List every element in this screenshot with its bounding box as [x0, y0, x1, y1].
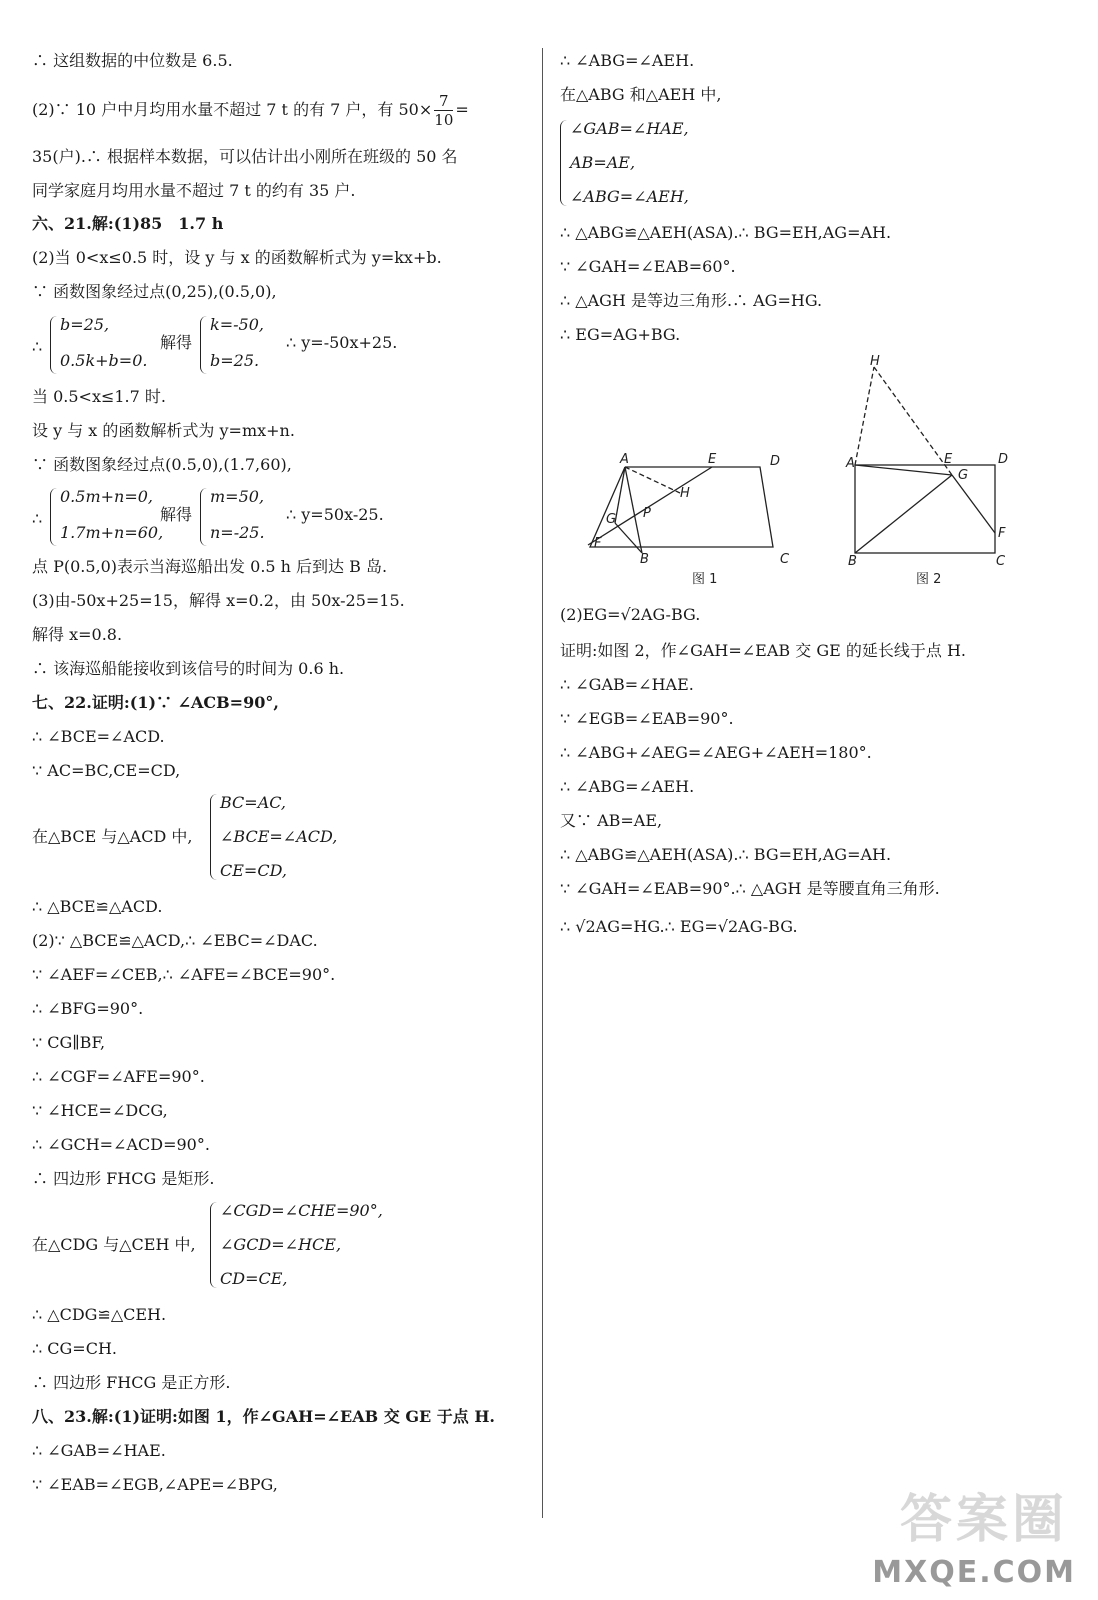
text-line: ∴ △AGH 是等边三角形.∴ AG=HG.: [560, 291, 823, 310]
text-line: 35(户).∴ 根据样本数据，可以估计出小刚所在班级的 50 名: [32, 147, 458, 166]
text-line: ∵ ∠EGB=∠EAB=90°.: [560, 709, 734, 728]
text-line: ∴ 四边形 FHCG 是矩形.: [32, 1169, 215, 1188]
text-line: ∵ 函数图象经过点(0.5,0),(1.7,60),: [32, 455, 292, 474]
fig1-segment-AG: [615, 467, 625, 523]
text-line: ∴ △BCE≌△ACD.: [32, 897, 163, 916]
text-line: ∵ 函数图象经过点(0,25),(0.5,0),: [32, 282, 277, 301]
text-segment: ∴ y=50x-25.: [286, 505, 384, 524]
text-line: 当 0.5<x≤1.7 时.: [32, 387, 166, 406]
fig2-rectangle: [855, 465, 995, 553]
text-line: 点 P(0.5,0)表示当海巡船出发 0.5 h 后到达 B 岛.: [32, 557, 388, 576]
section-heading: 八、23.解:(1)证明:如图 1，作∠GAH=∠EAB 交 GE 于点 H.: [32, 1407, 496, 1426]
equation: b=25.: [210, 351, 260, 370]
fraction-numerator: 7: [434, 92, 453, 111]
section-heading: 六、21.解:(1)85 1.7 h: [32, 214, 224, 233]
equation: ∠GCD=∠HCE,: [220, 1235, 342, 1254]
therefore-symbol: ∴: [32, 337, 43, 356]
point-label: B: [848, 554, 857, 569]
text-line: ∵ AC=BC,CE=CD,: [32, 761, 181, 780]
text-segment: 在△CDG 与△CEH 中,: [32, 1235, 196, 1254]
equation-system: [32, 790, 512, 886]
point-label: B: [640, 552, 649, 567]
equation: n=-25.: [210, 523, 265, 542]
fig1-segment-AH: [625, 467, 680, 493]
text-line: ∴ EG=AG+BG.: [560, 325, 681, 344]
text-line: (3)由-50x+25=15，解得 x=0.2，由 50x-25=15.: [32, 591, 405, 610]
text-line: ∴ ∠CGF=∠AFE=90°.: [32, 1067, 205, 1086]
text-line: ∴ 这组数据的中位数是 6.5.: [32, 51, 233, 70]
text-line: ∴ ∠BFG=90°.: [32, 999, 144, 1018]
point-label: D: [770, 454, 781, 469]
point-label: D: [998, 452, 1009, 467]
text-line: ∴ △CDG≌△CEH.: [32, 1305, 167, 1324]
point-label: F: [998, 526, 1006, 541]
point-label: C: [780, 552, 790, 567]
text-line: (2)当 0<x≤0.5 时，设 y 与 x 的函数解析式为 y=kx+b.: [32, 248, 442, 267]
therefore-symbol: ∴: [32, 509, 43, 528]
text-line: ∴ √2AG=HG.∴ EG=√2AG-BG.: [560, 917, 798, 936]
geometry-figures: [580, 355, 1020, 595]
equation: m=50,: [210, 487, 265, 506]
point-label: G: [958, 468, 969, 483]
text-line: 解得 x=0.8.: [32, 625, 123, 644]
text-line: 同学家庭月均用水量不超过 7 t 的约有 35 户.: [32, 181, 356, 200]
fig1-segment-GB: [615, 523, 642, 553]
fig2-segment-BG: [855, 475, 952, 553]
watermark-site: MXQE.COM: [872, 1555, 1076, 1590]
text-line: ∴ △ABG≌△AEH(ASA).∴ BG=EH,AG=AH.: [560, 845, 892, 864]
brace: [210, 794, 217, 880]
text-line: ∴ ∠GAB=∠HAE.: [32, 1441, 166, 1460]
text-line: ∴ ∠GCH=∠ACD=90°.: [32, 1135, 210, 1154]
text-segment: (2)∵ 10 户中月均用水量不超过 7 t 的有 7 户，有 50×: [32, 100, 433, 119]
point-label: A: [846, 456, 855, 471]
point-label: H: [680, 486, 690, 501]
figure-2: [855, 367, 995, 553]
text-line: 在△ABG 和△AEH 中,: [560, 85, 722, 104]
equation: ∠BCE=∠ACD,: [220, 827, 338, 846]
section-heading: 七、22.证明:(1)∵ ∠ACB=90°,: [32, 693, 279, 712]
fraction: [434, 92, 453, 129]
brace: [50, 488, 57, 546]
text-segment: 解得: [160, 333, 193, 352]
equation: ∠CGD=∠CHE=90°,: [220, 1201, 383, 1220]
text-line: ∴ ∠ABG=∠AEH.: [560, 777, 695, 796]
text-line: ∴ 四边形 FHCG 是正方形.: [32, 1373, 231, 1392]
equation-system: [32, 484, 512, 554]
text-line: ∵ ∠GAH=∠EAB=60°.: [560, 257, 736, 276]
text-line: ∴ ∠BCE=∠ACD.: [32, 727, 165, 746]
point-label: G: [606, 512, 617, 527]
text-line: ∴ 该海巡船能接收到该信号的时间为 0.6 h.: [32, 659, 345, 678]
equation: ∠GAB=∠HAE,: [570, 119, 689, 138]
equation: BC=AC,: [220, 793, 287, 812]
text-line: ∵ CG∥BF,: [32, 1033, 106, 1052]
point-label: E: [944, 452, 953, 467]
text-line: 设 y 与 x 的函数解析式为 y=mx+n.: [32, 421, 295, 440]
equation: b=25,: [60, 315, 110, 334]
text-line: 证明:如图 2，作∠GAH=∠EAB 交 GE 的延长线于点 H.: [560, 641, 967, 660]
point-label: F: [594, 536, 602, 551]
brace: [210, 1202, 217, 1288]
text-line: ∵ ∠AEF=∠CEB,∴ ∠AFE=∠BCE=90°.: [32, 965, 336, 984]
text-segment: =: [455, 100, 469, 119]
text-line: (2)EG=√2AG-BG.: [560, 605, 701, 624]
text-segment: 在△BCE 与△ACD 中,: [32, 827, 193, 846]
figure-1: [588, 467, 773, 553]
equation: CE=CD,: [220, 861, 287, 880]
point-label: A: [620, 452, 629, 467]
text-segment: 解得: [160, 505, 193, 524]
text-line: ∴ △ABG≌△AEH(ASA).∴ BG=EH,AG=AH.: [560, 223, 892, 242]
fig1-segment-AB: [625, 467, 642, 553]
fig2-segment-HG: [874, 367, 952, 475]
point-label: E: [708, 452, 717, 467]
equation: k=-50,: [210, 315, 264, 334]
point-label: C: [996, 554, 1006, 569]
text-line: ∴ ∠GAB=∠HAE.: [560, 675, 694, 694]
brace: [200, 488, 207, 546]
brace: [560, 120, 567, 206]
watermark-logo: 答案圈: [899, 1490, 1068, 1550]
text-line: (2)∵ △BCE≌△ACD,∴ ∠EBC=∠DAC.: [32, 931, 318, 950]
figure-caption: 图 2: [916, 572, 942, 587]
text-line: ∴ ∠ABG=∠AEH.: [560, 51, 695, 70]
text-line: ∵ ∠HCE=∠DCG,: [32, 1101, 168, 1120]
equation: ∠ABG=∠AEH,: [570, 187, 689, 206]
equation-system: [32, 1198, 512, 1294]
brace: [50, 316, 57, 374]
text-line: 又∵ AB=AE,: [560, 811, 663, 830]
equation: 0.5k+b=0.: [60, 351, 148, 370]
fig2-segment-AG: [855, 465, 952, 475]
equation-system: [32, 312, 512, 382]
equation: 1.7m+n=60,: [60, 523, 164, 542]
fig2-segment-GF: [952, 475, 995, 533]
text-line: ∵ ∠EAB=∠EGB,∠APE=∠BPG,: [32, 1475, 278, 1494]
text-segment: ∴ y=-50x+25.: [286, 333, 398, 352]
figure-caption: 图 1: [692, 572, 718, 587]
text-line: ∵ ∠GAH=∠EAB=90°.∴ △AGH 是等腰直角三角形.: [560, 879, 940, 898]
fraction-denominator: 10: [434, 111, 454, 129]
text-line: ∴ ∠ABG+∠AEG=∠AEG+∠AEH=180°.: [560, 743, 872, 762]
fig2-segment-AH: [855, 367, 874, 465]
text-line: ∴ CG=CH.: [32, 1339, 117, 1358]
point-label: P: [643, 506, 651, 521]
equation-system: [560, 116, 860, 212]
column-divider: [542, 48, 543, 1518]
point-label: H: [870, 355, 880, 369]
equation: AB=AE,: [570, 153, 636, 172]
equation: 0.5m+n=0,: [60, 487, 153, 506]
equation: CD=CE,: [220, 1269, 288, 1288]
brace: [200, 316, 207, 374]
text-line: [32, 92, 469, 129]
